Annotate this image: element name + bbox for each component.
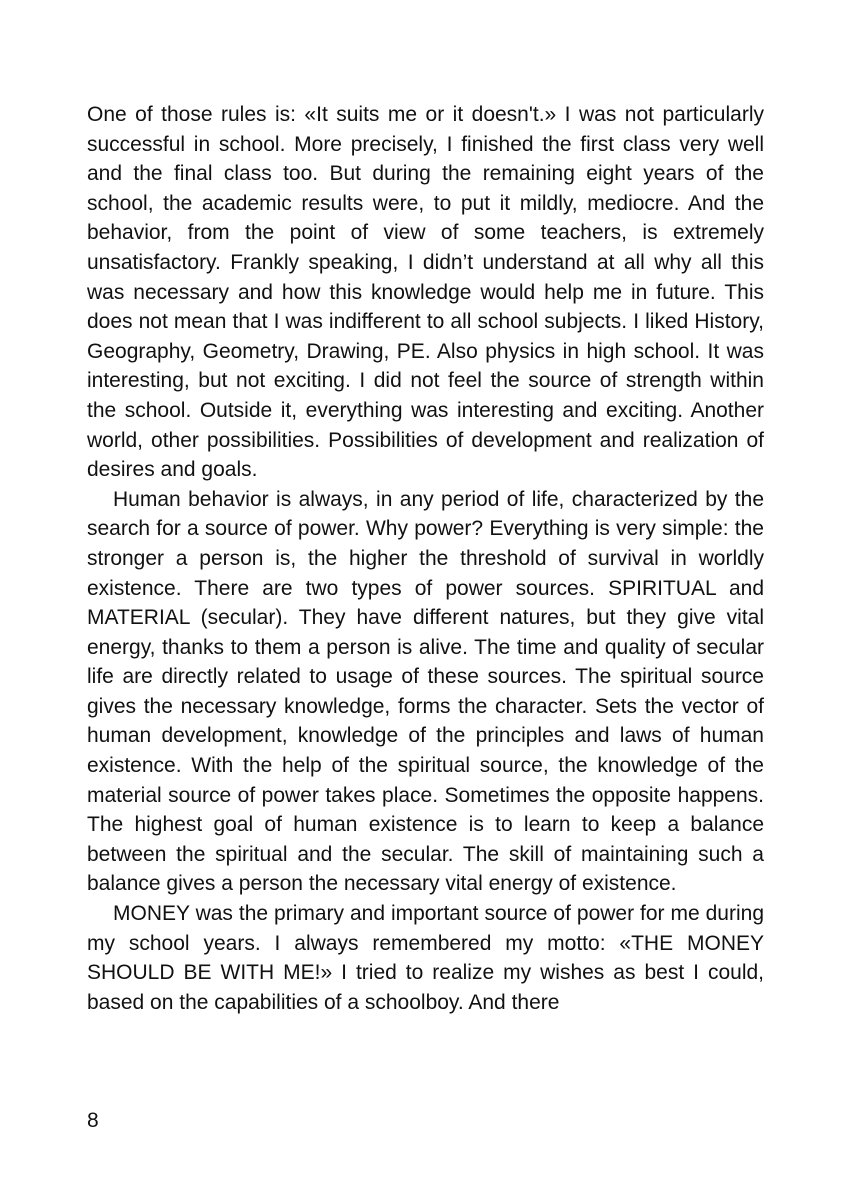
paragraph-school-rules: One of those rules is: «It suits me or it doesn't.» I was not particularly successful in school. More precisely, I finished the first class very well and the final class too. But during the remaining eight years of the school, the academic results were, to put it mildly, mediocre. And the behavior, from the point of view of some teachers, is extremely unsatisfactory. Frankly speaking, I didn’t understand at all why all this was necessary and how this knowledge would help me in future. This does not mean that I was indifferent to all school subjects. I liked History, Geography, Geometry, Drawing, PE. Also physics in high school. It was interesting, but not exciting. I did not feel the source of strength within the school. Outside it, everything was interesting and exciting. Another world, other possibilities. Possibilities of development and realization of desires and goals. [87, 103, 764, 482]
paragraph-money: MONEY was the primary and important source of power for me during my school years. I always remembered my motto: «THE MONEY SHOULD BE WITH ME!» I tried to realize my wishes as best I could, based on the capabilities of a schoolboy. And there [87, 902, 764, 1014]
book-page [87, 100, 764, 1017]
paragraph-power-sources: Human behavior is always, in any period of life, characterized by the search for a source of power. Why power? Everything is very simple: the stronger a person is, the higher the threshold of survival in worldly existence. There are two types of power sources. SPIRITUAL and MATERIAL (secular). They have different natures, but they give vital energy, thanks to them a person is alive. The time and quality of secular life are directly related to usage of these sources. The spiritual source gives the necessary knowledge, forms the character. Sets the vector of human development, knowledge of the principles and laws of human existence. With the help of the spiritual source, the knowledge of the material source of power takes place. Sometimes the opposite happens. The highest goal of human existence is to learn to keep a balance between the spiritual and the secular. The skill of maintaining such a balance gives a person the necessary vital energy of existence. [87, 487, 764, 896]
page-number: 8 [87, 1109, 99, 1132]
